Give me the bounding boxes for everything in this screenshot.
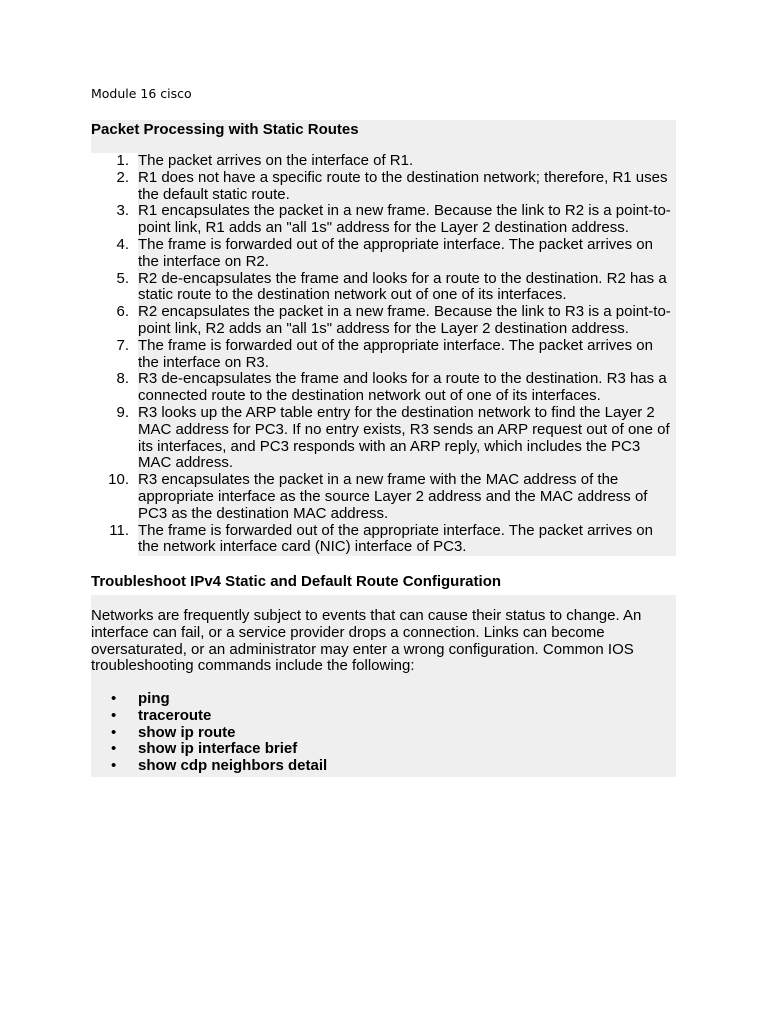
list-item [91,153,676,170]
list-item [91,338,676,372]
step-text: R3 looks up the ARP table entry for the destination network to find the Layer 2 MAC address for PC3. If no entry exists, R3 sends an ARP request out of one of its interfaces, and PC3 responds with an ARP reply, which includes the PC3 MAC address. [138,405,676,472]
step-text: The frame is forwarded out of the appropriate interface. The packet arrives on the interface on R3. [138,338,676,372]
step-number: 1. [116,152,129,169]
step-text: R3 encapsulates the packet in a new frame with the MAC address of the appropriate interface as the source Layer 2 address and the MAC address of PC3 as the destination MAC address. [138,472,676,522]
step-number: 7. [116,336,129,354]
step-number: 8. [116,370,129,388]
list-item [91,203,676,237]
list-item [91,741,676,758]
step-text: R1 encapsulates the packet in a new frame. Because the link to R2 is a point-to-point link, R1 adds an "all 1s" address for the Layer 2 destination address. [138,203,676,237]
command-text: show ip route [138,723,236,741]
bullet-icon: • [111,706,117,724]
bullet-icon: • [111,690,117,707]
step-number: 2. [116,168,129,186]
step-text: The frame is forwarded out of the appropriate interface. The packet arrives on the network interface card (NIC) interface of PC3. [138,523,676,557]
step-number: 5. [116,269,129,287]
step-number: 6. [116,303,129,321]
list-item [91,758,676,775]
step-text: R1 does not have a specific route to the destination network; therefore, R1 uses the default static route. [138,170,676,204]
step-number: 10. [108,471,129,489]
step-text: R2 de-encapsulates the frame and looks for a route to the destination. R2 has a static route to the destination network out of one of its interfaces. [138,271,676,305]
section-heading-packet-processing: Packet Processing with Static Routes [91,120,676,141]
bullet-icon: • [111,757,117,775]
intro-paragraph: Networks are frequently subject to events that can cause their status to change. An interface can fail, or a service provider drops a connection. Links can become oversaturated, or an administrator may enter a wrong configuration. Common IOS troubleshooting commands include the following: [91,607,642,675]
step-number: 9. [116,403,129,421]
step-number: 4. [116,235,129,253]
step-number: 3. [116,202,129,220]
list-item [91,405,676,472]
step-text: The frame is forwarded out of the appropriate interface. The packet arrives on the interface on R2. [138,237,676,271]
list-item [91,523,676,557]
list-item [91,237,676,271]
bullet-icon: • [111,740,117,758]
step-text: R3 de-encapsulates the frame and looks for a route to the destination. R3 has a connected route to the destination network out of one of its interfaces. [138,371,676,405]
list-item [91,691,676,708]
list-item [91,271,676,305]
bullet-icon: • [111,723,117,741]
command-text: traceroute [138,706,212,724]
list-item [91,371,676,405]
troubleshooting-commands [91,691,676,775]
command-text: ping [138,690,170,707]
list-item [91,472,676,522]
step-text: R2 encapsulates the packet in a new frame. Because the link to R3 is a point-to-point link, R2 adds an "all 1s" address for the Layer 2 destination address. [138,304,676,338]
command-text: show cdp neighbors detail [138,757,328,775]
list-item [91,304,676,338]
list-item [91,170,676,204]
list-item [91,708,676,725]
document-header: Module 16 cisco [91,86,192,101]
list-item [91,725,676,742]
step-text: The packet arrives on the interface of R1. [138,153,676,170]
step-number: 11. [109,521,129,539]
section-heading-troubleshoot: Troubleshoot IPv4 Static and Default Route Configuration [91,573,502,590]
command-text: show ip interface brief [138,740,298,758]
packet-processing-steps [91,153,676,556]
